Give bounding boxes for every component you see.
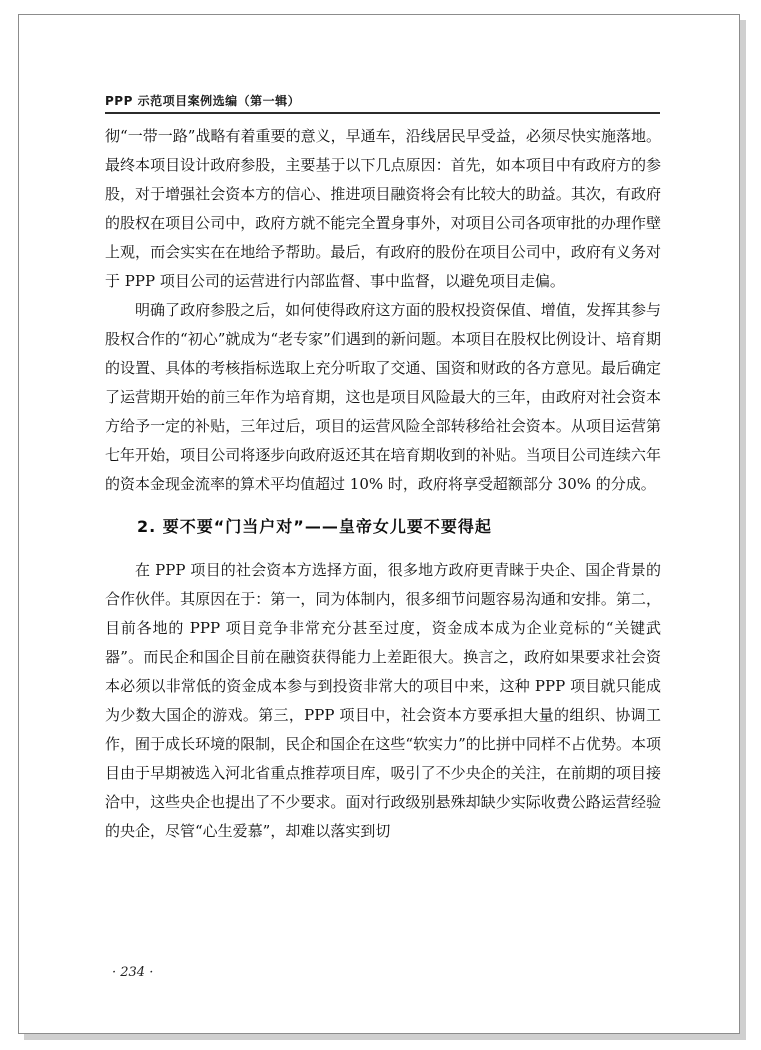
running-header: PPP 示范项目案例选编（第一辑） — [105, 94, 301, 108]
section-heading: 2. 要不要“门当户对”——皇帝女儿要不要得起 — [137, 517, 492, 536]
body-text — [105, 122, 661, 846]
header-rule — [105, 112, 660, 114]
paragraph-1: 彻“一带一路”战略有着重要的意义，早通车，沿线居民早受益，必须尽快实施落地。最终本项目设计政府参股，主要基于以下几点原因：首先，如本项目中有政府方的参股，对于增强社会资本方的信心、推进项目融资将会有比较大的助益。其次，有政府的股权在项目公司中，政府方就不能完全置身事外，对项目公司各项审批的办理作壁上观，而会实实在在地给予帮助。最后，有政府的股份在项目公司中，政府有义务对于 PPP 项目公司的运营进行内部监督、事中监督，以避免项目走偏。 — [105, 127, 661, 290]
paragraph-2: 明确了政府参股之后，如何使得政府这方面的股权投资保值、增值，发挥其参与股权合作的“初心”就成为“老专家”们遇到的新问题。本项目在股权比例设计、培育期的设置、具体的考核指标选取上充分听取了交通、国资和财政的各方意见。最后确定了运营期开始的前三年作为培育期，这也是项目风险最大的三年，由政府对社会资本方给予一定的补贴，三年过后，项目的运营风险全部转移给社会资本。从项目运营第七年开始，项目公司将逐步向政府返还其在培育期收到的补贴。当项目公司连续六年的资本金现金流率的算术平均值超过 10% 时，政府将享受超额部分 30% 的分成。 — [105, 301, 661, 493]
page-number: · 234 · — [112, 965, 154, 980]
paragraph-3: 在 PPP 项目的社会资本方选择方面，很多地方政府更青睐于央企、国企背景的合作伙伴。其原因在于：第一，同为体制内，很多细节问题容易沟通和安排。第二，目前各地的 PPP 项目竞争非常充分甚至过度，资金成本成为企业竞标的“关键武器”。而民企和国企目前在融资获得能力上差距很大。换言之，政府如果要求社会资本必须以非常低的资金成本参与到投资非常大的项目中来，这种 PPP 项目就只能成为少数大国企的游戏。第三，PPP 项目中，社会资本方要承担大量的组织、协调工作，囿于成长环境的限制，民企和国企在这些“软实力”的比拼中同样不占优势。本项目由于早期被选入河北省重点推荐项目库，吸引了不少央企的关注，在前期的项目接洽中，这些央企也提出了不少要求。面对行政级别悬殊却缺少实际收费公路运营经验的央企，尽管“心生爱慕”，却难以落实到切 — [105, 561, 661, 840]
